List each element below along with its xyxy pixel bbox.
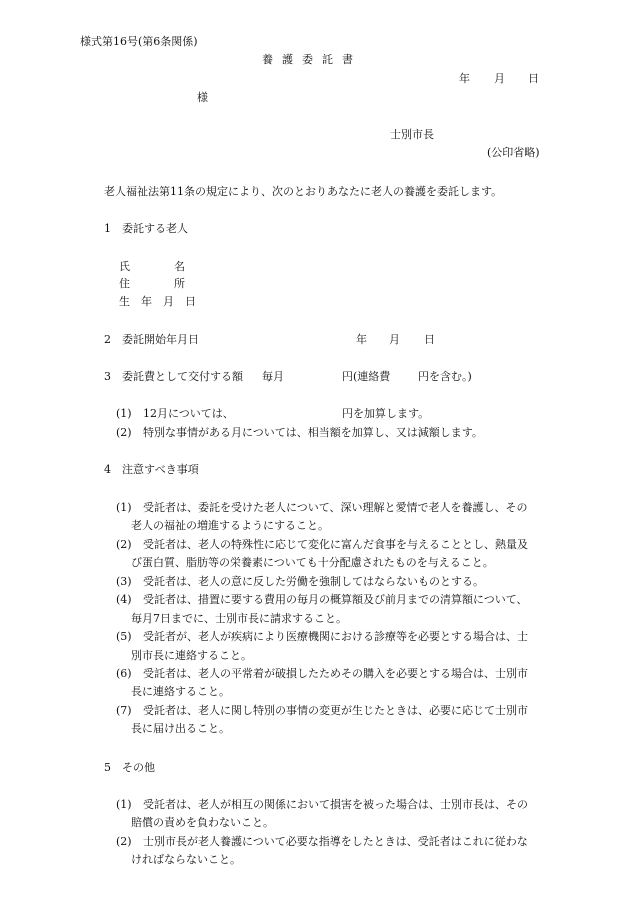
section3-item-number: (1) xyxy=(116,407,132,420)
section4-item-number: (4) xyxy=(116,593,132,606)
section3-yen-label: 円(連絡費 xyxy=(342,370,391,383)
section4-item-line: 受託者は、老人の平常着が破損したためその購入を必要とする場合は、士別市 xyxy=(143,667,528,680)
section5-item-line: 賠償の責めを負わないこと。 xyxy=(131,816,274,829)
section2-year-label: 年 xyxy=(356,333,367,346)
section3-item-text: 12月については、 xyxy=(143,407,234,420)
section2-month-label: 月 xyxy=(389,333,400,346)
section4-item-line: 受託者は、老人に関し特別の事情の変更が生じたときは、必要に応じて士別市 xyxy=(143,704,528,717)
section4-item-line: 毎月7日までに、士別市長に請求すること。 xyxy=(131,612,347,625)
issuer-name: 士別市長 xyxy=(390,128,434,141)
section4-item-line: 受託者が、老人が疾病により医療機関における診療等を必要とする場合は、士 xyxy=(143,630,528,643)
section4-item-number: (7) xyxy=(116,704,132,717)
section3-heading: 3 委託費として交付する額 xyxy=(104,370,243,383)
section5-item-line: 受託者は、老人が相互の関係において損害を被った場合は、士別市長は、その xyxy=(143,798,528,811)
section5-item-line: 士別市長が老人養護について必要な指導をしたときは、受託者はこれに従わな xyxy=(143,835,528,848)
section4-item-number: (2) xyxy=(116,538,132,551)
section4-item-number: (6) xyxy=(116,667,132,680)
section5-item-number: (1) xyxy=(116,798,132,811)
section2-day-label: 日 xyxy=(424,333,435,346)
seal-omitted-note: (公印省略) xyxy=(487,146,540,159)
date-day-label: 日 xyxy=(528,72,539,85)
section4-item-line: 受託者は、委託を受けた老人について、深い理解と愛情で老人を養護し、その xyxy=(143,501,528,514)
section4-item-line: 長に届け出ること。 xyxy=(131,722,230,735)
field-name-label: 氏 名 xyxy=(119,260,185,273)
intro-paragraph: 老人福祉法第11条の規定により、次のとおりあなたに老人の養護を委託します。 xyxy=(104,185,503,198)
section4-item-line: 老人の福祉の増進するようにすること。 xyxy=(131,519,329,532)
form-number: 様式第16号(第6条関係) xyxy=(80,35,198,48)
date-month-label: 月 xyxy=(494,72,505,85)
section5-item-number: (2) xyxy=(116,835,132,848)
document-title: 養護委託書 xyxy=(262,53,362,66)
section4-item-line: び蛋白質、脂肪等の栄養素についても十分配慮されたものを与えること。 xyxy=(131,556,494,569)
section4-item-line: 受託者は、老人の意に反した労働を強制してはならないものとする。 xyxy=(143,575,484,588)
section3-item-text: 特別な事情がある月については、相当額を加算し、又は減額します。 xyxy=(143,426,483,439)
section5-item-line: ければならないこと。 xyxy=(131,853,241,866)
section3-item-text: 円を加算します。 xyxy=(342,407,430,420)
section1-heading: 1 委託する老人 xyxy=(104,222,188,235)
addressee-suffix: 様 xyxy=(197,91,208,104)
section3-item-number: (2) xyxy=(116,426,132,439)
date-year-label: 年 xyxy=(459,72,470,85)
section4-item-line: 長に連絡すること。 xyxy=(131,685,230,698)
section4-item-number: (3) xyxy=(116,575,132,588)
field-birthdate-label: 生 年 月 日 xyxy=(119,295,196,308)
section4-item-line: 別市長に連絡すること。 xyxy=(131,649,252,662)
section4-item-number: (1) xyxy=(116,501,132,514)
section4-heading: 4 注意すべき事項 xyxy=(104,463,199,476)
section5-heading: 5 その他 xyxy=(104,761,155,774)
section2-heading: 2 委託開始年月日 xyxy=(104,333,199,346)
section4-item-line: 受託者は、老人の特殊性に応じて変化に富んだ食事を与えることとし、熱量及 xyxy=(143,538,528,551)
field-address-label: 住 所 xyxy=(119,277,185,290)
section4-item-line: 受託者は、措置に要する費用の毎月の概算額及び前月までの清算額について、 xyxy=(143,593,528,606)
section3-monthly-label: 毎月 xyxy=(262,370,284,383)
section3-includes-label: 円を含む。) xyxy=(418,370,472,383)
section4-item-number: (5) xyxy=(116,630,132,643)
